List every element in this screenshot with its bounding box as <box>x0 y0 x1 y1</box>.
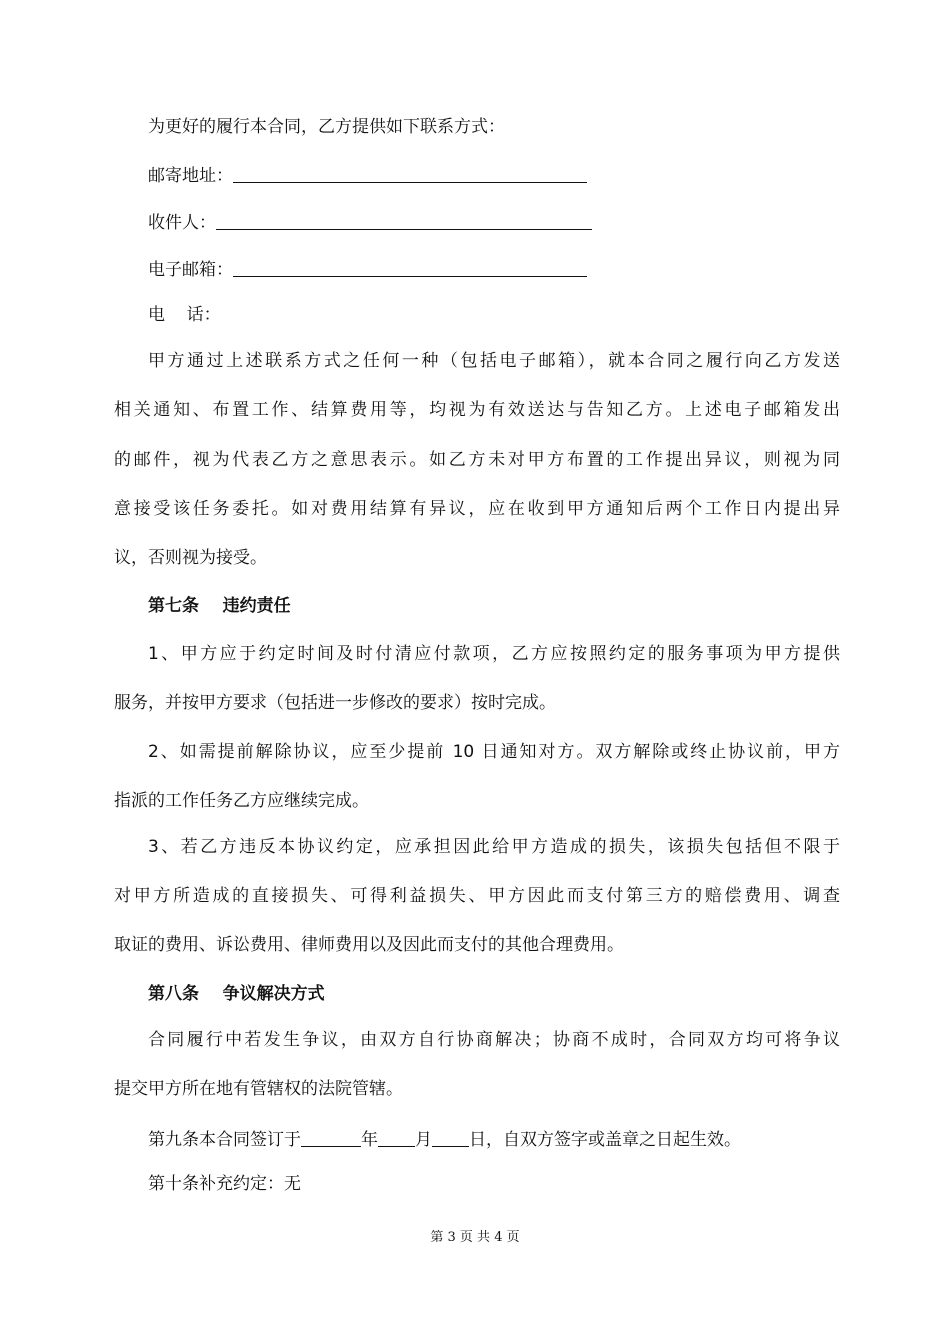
recipient-field-row <box>148 209 840 235</box>
article-9-month: 月 <box>415 1130 432 1150</box>
notice-line: 议，否则视为接受。 <box>114 548 267 568</box>
email-field-row <box>148 256 840 282</box>
article-9-suffix: 日，自双方签字或盖章之日起生效。 <box>469 1130 741 1150</box>
email-blank-line <box>233 256 587 277</box>
email-label: 电子邮箱： <box>148 260 233 280</box>
article-8-heading: 第八条 争议解决方式 <box>148 984 325 1004</box>
article-7-item-2-line: 指派的工作任务乙方应继续完成。 <box>114 791 369 811</box>
article-7-item-1-line: 1、甲方应于约定时间及时付清应付款项，乙方应按照约定的服务事项为甲方提供 <box>148 644 840 664</box>
recipient-label: 收件人： <box>148 213 216 233</box>
year-blank <box>301 1126 361 1147</box>
address-label: 邮寄地址： <box>148 166 233 186</box>
article-7-heading: 第七条 违约责任 <box>148 596 291 616</box>
month-blank <box>378 1126 415 1147</box>
article-8-body-line: 合同履行中若发生争议，由双方自行协商解决；协商不成时，合同双方均可将争议 <box>148 1030 840 1050</box>
address-blank-line <box>233 162 587 183</box>
article-9-line <box>148 1126 840 1152</box>
notice-line: 意接受该任务委托。如对费用结算有异议，应在收到甲方通知后两个工作日内提出异 <box>114 499 840 519</box>
article-7-item-3-line: 取证的费用、诉讼费用、律师费用以及因此而支付的其他合理费用。 <box>114 935 624 955</box>
article-7-item-3-line: 对甲方所造成的直接损失、可得利益损失、甲方因此而支付第三方的赔偿费用、调查 <box>114 886 840 906</box>
article-8-body-line: 提交甲方所在地有管辖权的法院管辖。 <box>114 1079 403 1099</box>
notice-line: 甲方通过上述联系方式之任何一种（包括电子邮箱），就本合同之履行向乙方发送 <box>148 351 840 371</box>
phone-label: 电 话： <box>148 305 221 325</box>
article-9-prefix: 第九条本合同签订于 <box>148 1130 301 1150</box>
article-9-year: 年 <box>361 1130 378 1150</box>
article-7-item-3-line: 3、若乙方违反本协议约定，应承担因此给甲方造成的损失，该损失包括但不限于 <box>148 837 840 857</box>
article-7-item-2-line: 2、如需提前解除协议，应至少提前 10 日通知对方。双方解除或终止协议前，甲方 <box>148 742 840 762</box>
recipient-blank-line <box>216 209 592 230</box>
address-field-row <box>148 162 840 188</box>
contact-intro: 为更好的履行本合同，乙方提供如下联系方式： <box>148 117 505 137</box>
notice-line: 的邮件，视为代表乙方之意思表示。如乙方未对甲方布置的工作提出异议，则视为同 <box>114 450 840 470</box>
page-footer: 第 3 页 共 4 页 <box>430 1230 520 1245</box>
day-blank <box>432 1126 469 1147</box>
article-7-item-1-line: 服务，并按甲方要求（包括进一步修改的要求）按时完成。 <box>114 693 556 713</box>
article-10-line: 第十条补充约定：无 <box>148 1174 301 1194</box>
notice-line: 相关通知、布置工作、结算费用等，均视为有效送达与告知乙方。上述电子邮箱发出 <box>114 400 840 420</box>
